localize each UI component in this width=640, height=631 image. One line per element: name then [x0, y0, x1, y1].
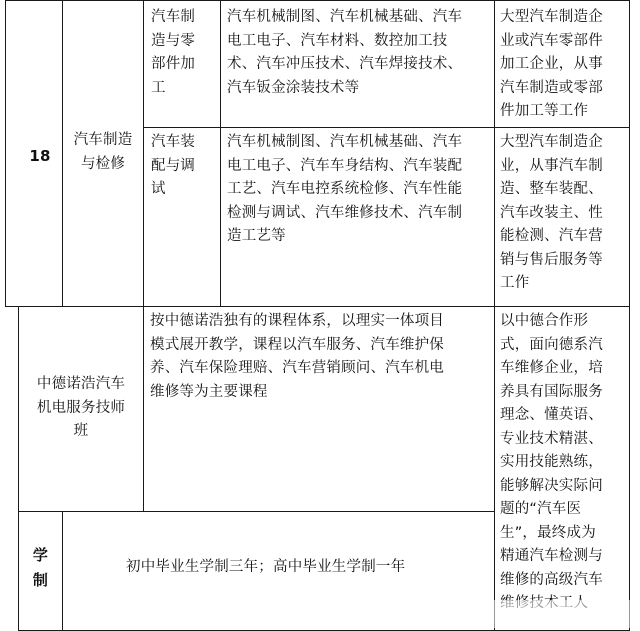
- class-goal-line-6: 专业技术精湛、: [500, 430, 603, 447]
- direction-1-courses-line-2: 电工电子、汽车材料、数控加工技: [227, 32, 448, 49]
- class-name-line-1: 中德诺浩汽车: [36, 376, 126, 392]
- rule-col-direction: [143, 0, 144, 511]
- class-name: [19, 373, 143, 444]
- duration-label-line-1: 学: [32, 546, 49, 564]
- direction-2-employment-line-5: 能检测、汽车营: [500, 228, 603, 244]
- class-goal-line-4: 养具有国际服务: [500, 383, 603, 400]
- direction-2-name: [151, 131, 219, 202]
- rule-row18-bottom: [5, 306, 629, 307]
- direction-1-employment-line-4: 汽车制造或零部: [500, 79, 603, 96]
- direction-1-courses-line-4: 汽车钣金涂装技术等: [227, 79, 360, 96]
- direction-2-courses-line-3: 工艺、汽车电控系统检修、汽车性能: [227, 181, 463, 197]
- class-description-line-3: 养、汽车保险理赔、汽车营销顾问、汽车机电: [150, 360, 444, 376]
- duration-label: [19, 543, 62, 593]
- direction-1-name: [151, 6, 219, 100]
- direction-1-employment: [500, 6, 628, 124]
- direction-2-courses-line-1: 汽车机械制图、汽车机械基础、汽车: [227, 134, 463, 150]
- rule-col-employment: [494, 0, 495, 631]
- rule-col-courses: [220, 0, 221, 306]
- major-name: [63, 129, 143, 176]
- class-goal-line-2: 式，面向德系汽: [500, 336, 603, 353]
- direction-2-employment-line-7: 工作: [500, 275, 530, 291]
- direction-1-employment-line-3: 加工企业，从事: [500, 56, 603, 72]
- row-number: 18: [29, 147, 51, 165]
- watermark-fade: [414, 600, 634, 628]
- direction-2-line-3: 试: [151, 181, 166, 197]
- class-goal-line-1: 以中德合作形: [500, 313, 589, 329]
- direction-2-line-1: 汽车装: [151, 134, 196, 150]
- class-goal-line-8: 能够解决实际问: [500, 477, 603, 494]
- direction-1-courses-line-1: 汽车机械制图、汽车机械基础、汽车: [227, 9, 463, 25]
- direction-1-line-1: 汽车制: [151, 9, 196, 25]
- duration-label-line-2: 制: [32, 571, 49, 589]
- class-goal-line-7: 实用技能熟练，: [500, 454, 603, 470]
- direction-2-employment-line-2: 业，从事汽车制: [500, 157, 603, 174]
- class-goal: [500, 310, 628, 616]
- class-name-line-2: 机电服务技师: [36, 399, 126, 416]
- rule-col-label: [62, 511, 63, 631]
- direction-1-courses-line-3: 术、汽车冲压技术、汽车焊接技术、: [227, 56, 463, 72]
- duration-text: 初中毕业生学制三年；高中毕业生学制一年: [126, 559, 406, 575]
- class-goal-line-5: 理念、懂英语、: [500, 407, 603, 423]
- direction-2-line-2: 配与调: [151, 157, 196, 174]
- rule-top: [5, 0, 629, 1]
- direction-2-employment-line-1: 大型汽车制造企: [500, 134, 603, 150]
- class-goal-line-12: 维修的高级汽车: [500, 571, 603, 588]
- direction-2-employment-line-4: 汽车改装主、性: [500, 204, 603, 221]
- rule-row18-split: [143, 127, 629, 128]
- class-goal-line-9: 题的“汽车医: [500, 501, 582, 517]
- direction-2-courses: [227, 131, 492, 249]
- rule-left-outer: [5, 0, 6, 306]
- class-name-line-3: 班: [73, 423, 89, 439]
- rule-right-outer: [629, 0, 630, 631]
- direction-1-line-2: 造与零: [151, 32, 196, 49]
- major-line-2: 与检修: [80, 155, 126, 172]
- direction-2-employment-line-3: 造、整车装配、: [500, 181, 603, 197]
- direction-2-courses-line-5: 造工艺等: [227, 228, 286, 244]
- direction-2-courses-line-4: 检测与调试、汽车维修技术、汽车制: [227, 204, 463, 221]
- direction-1-employment-line-5: 件加工等工作: [500, 103, 589, 119]
- direction-2-courses-line-2: 电工电子、汽车车身结构、汽车装配: [227, 157, 463, 174]
- class-goal-line-10: 生”，最终成为: [500, 524, 596, 541]
- direction-1-line-3: 部件加: [151, 56, 196, 72]
- direction-2-employment-line-6: 销与售后服务等: [500, 251, 603, 268]
- class-description-line-1: 按中德诺浩独有的课程体系，以理实一体项目: [150, 313, 444, 329]
- direction-1-courses: [227, 6, 492, 100]
- class-description-line-4: 维修等为主要课程: [150, 383, 268, 400]
- rule-duration-top: [18, 511, 494, 512]
- class-description: [150, 310, 492, 404]
- direction-1-employment-line-2: 业或汽车零部件: [500, 32, 603, 49]
- class-description-line-2: 模式展开教学，课程以汽车服务、汽车维护保: [150, 336, 444, 353]
- class-goal-line-3: 车维修企业，培: [500, 360, 603, 376]
- class-goal-line-11: 精通汽车检测与: [500, 548, 603, 564]
- major-line-1: 汽车制造: [73, 132, 133, 148]
- direction-1-employment-line-1: 大型汽车制造企: [500, 9, 603, 25]
- direction-1-line-4: 工: [151, 79, 166, 96]
- direction-2-employment: [500, 131, 628, 296]
